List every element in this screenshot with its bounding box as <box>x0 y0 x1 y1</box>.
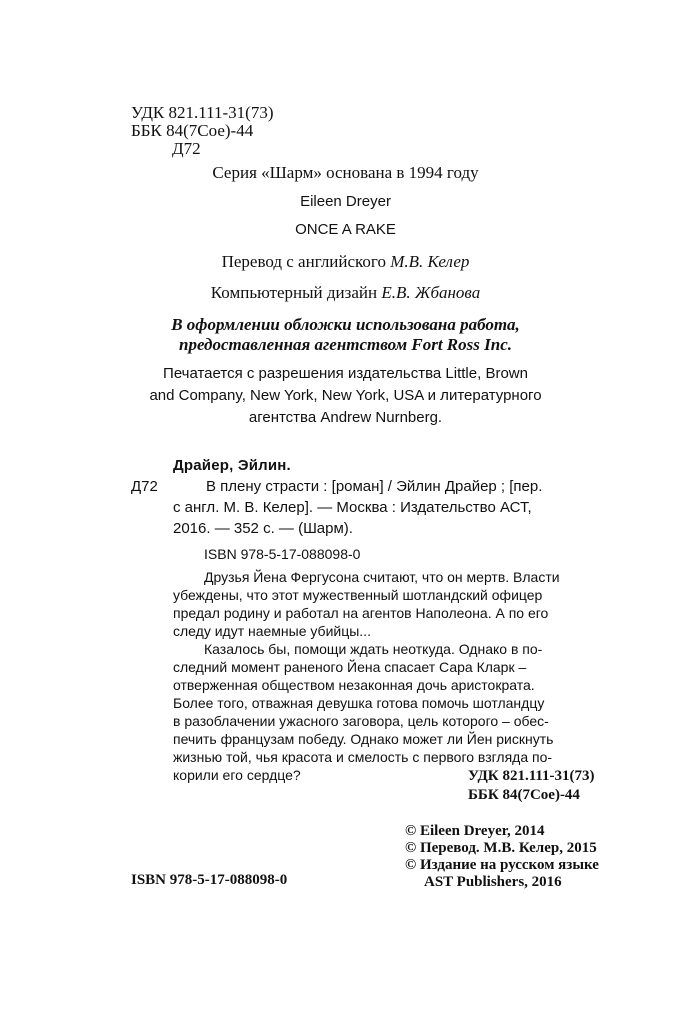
series-note: Серия «Шарм» основана в 1994 году <box>212 163 479 182</box>
annotation-line: следу идут наемные убийцы... <box>173 623 371 639</box>
bbk-code: ББК 84(7Сое)-44 <box>131 121 254 140</box>
translator-name: М.В. Келер <box>390 252 470 271</box>
design-prefix: Компьютерный дизайн <box>210 283 382 302</box>
catalog-line: 2016. — 352 с. — (Шарм). <box>173 520 353 537</box>
copyright-line: © Перевод. М.В. Келер, 2015 <box>405 840 597 856</box>
udk-code-bottom: УДК 821.111-31(73) <box>468 768 595 784</box>
designer-name: Е.В. Жбанова <box>381 283 481 302</box>
annotation-line: Более того, отважная девушка готова помочь шотландцу <box>173 695 545 711</box>
catalog-mark: Д72 <box>131 478 158 495</box>
annotation-line: печить французам победу. Однако может ли Йен рискнуть <box>173 731 554 747</box>
isbn-bottom: ISBN 978-5-17-088098-0 <box>131 872 288 888</box>
bbk-code-bottom: ББК 84(7Сое)-44 <box>468 787 580 803</box>
annotation-line: предал родину и работал на агентов Наполеона. А по его <box>173 605 549 621</box>
udk-code: УДК 821.111-31(73) <box>131 103 274 122</box>
cover-note-line: В оформлении обложки использована работа, <box>171 315 520 334</box>
original-author: Eileen Dreyer <box>300 193 391 210</box>
author-mark: Д72 <box>172 139 201 158</box>
catalog-heading: Драйер, Эйлин. <box>173 457 291 474</box>
cover-note-line: предоставленная агентством Fort Ross Inc. <box>178 335 512 354</box>
catalog-line: с англ. М. В. Келер]. — Москва : Издательство АСТ, <box>173 499 532 516</box>
catalog-isbn: ISBN 978-5-17-088098-0 <box>204 546 361 562</box>
copyright-line: © Издание на русском языке <box>405 857 599 873</box>
annotation-line: корили его сердце? <box>173 767 301 783</box>
annotation-line: жизнью той, чья красота и смелость с первого взгляда по- <box>173 749 553 765</box>
license-note-line: and Company, New York, New York, USA и литературного <box>149 387 542 404</box>
translation-credit <box>0 252 691 272</box>
annotation-line: убеждены, что этот мужественный шотландский офицер <box>173 587 543 603</box>
copyright-line: AST Publishers, 2016 <box>424 874 562 890</box>
translation-prefix: Перевод с английского <box>221 252 391 271</box>
catalog-line: В плену страсти : [роман] / Эйлин Драйер ; [пер. <box>206 478 543 495</box>
annotation-line: Казалось бы, помощи ждать неоткуда. Однако в по- <box>204 641 543 657</box>
license-note-line: агентства Andrew Nurnberg. <box>248 409 443 426</box>
annotation-line: следний момент раненого Йена спасает Сара Кларк – <box>173 659 527 675</box>
license-note-line: Печатается с разрешения издательства Little, Brown <box>163 365 528 382</box>
copyright-line: © Eileen Dreyer, 2014 <box>405 823 545 839</box>
annotation-line: отверженная обществом незаконная дочь аристократа. <box>173 677 535 693</box>
annotation-line: в разоблачении ужасного заговора, цель которого – обес- <box>173 713 549 729</box>
annotation-line: Друзья Йена Фергусона считают, что он мертв. Власти <box>204 569 560 585</box>
design-credit <box>0 283 691 303</box>
original-title: ONCE A RAKE <box>295 221 396 238</box>
